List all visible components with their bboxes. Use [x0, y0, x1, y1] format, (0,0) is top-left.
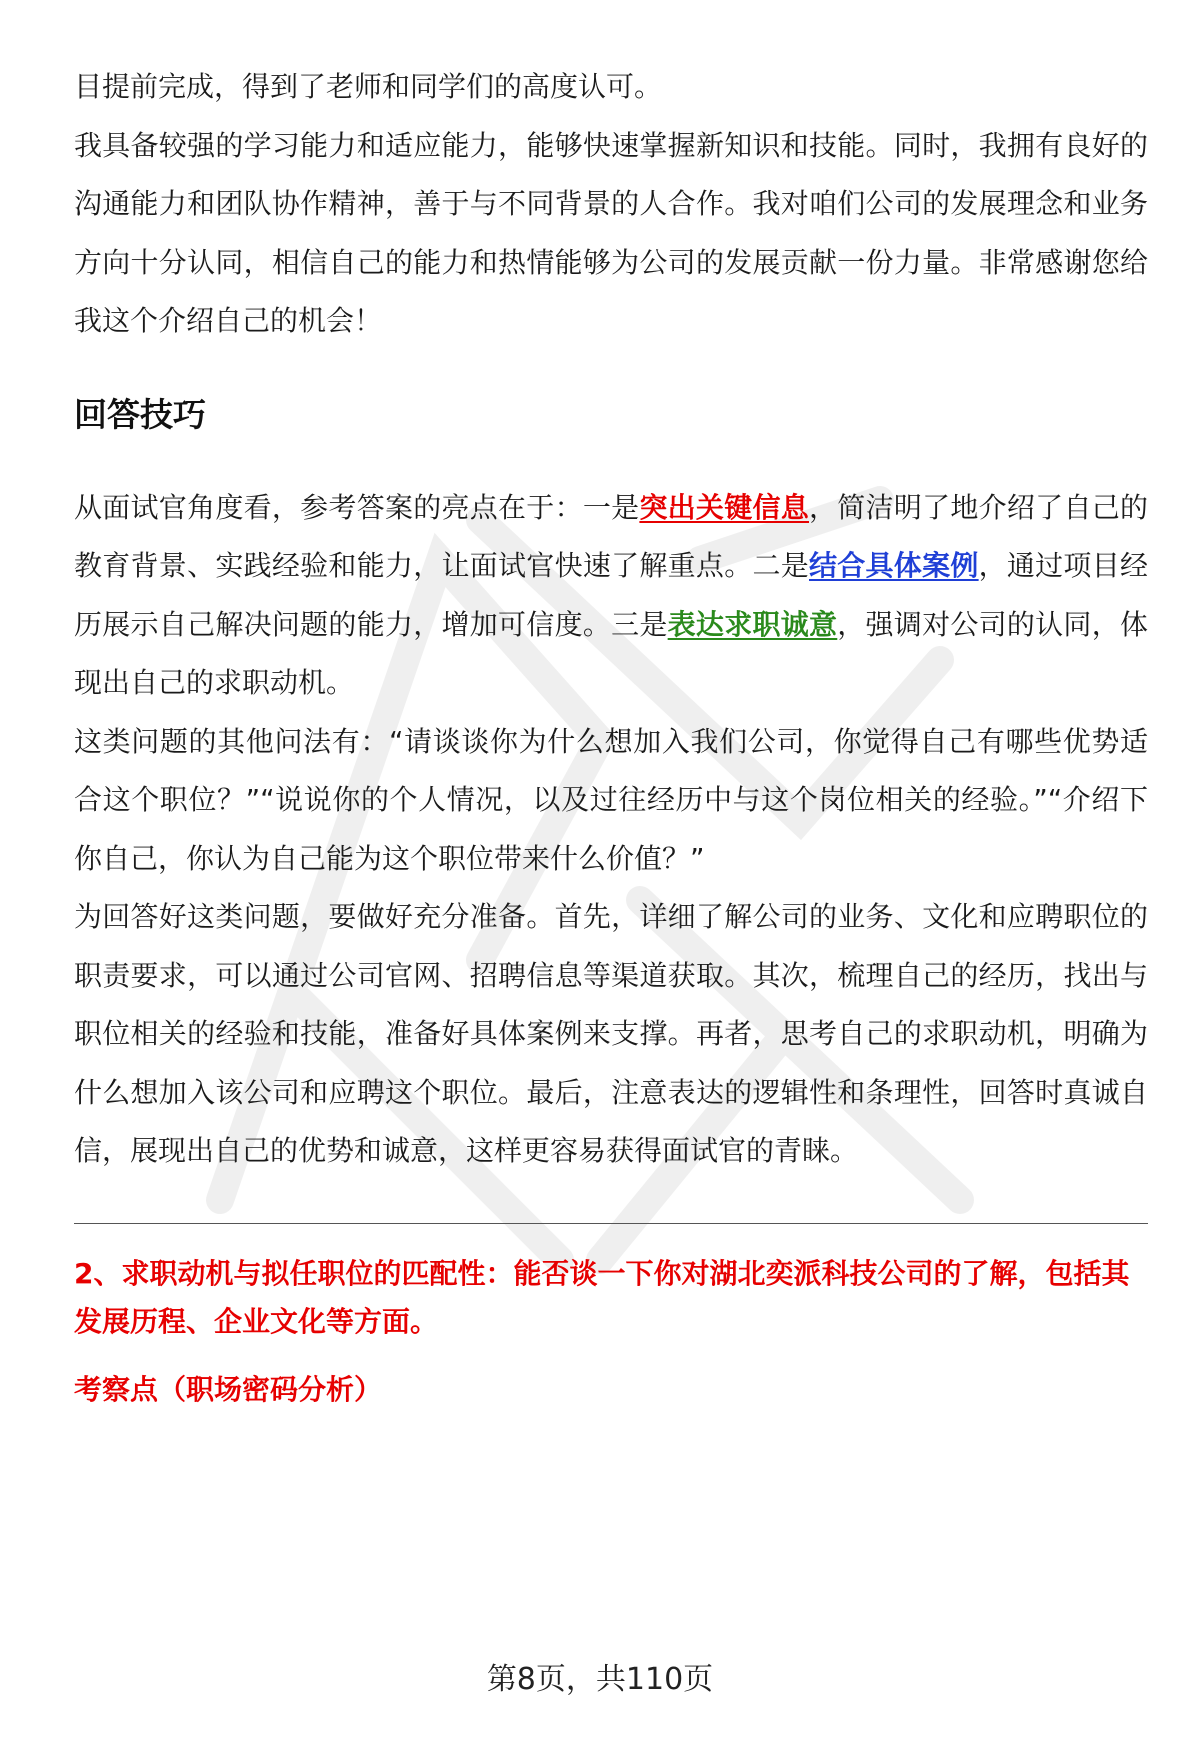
question-sub-heading: 考察点（职场密码分析）: [74, 1372, 383, 1406]
paragraph-intro-end: 目提前完成，得到了老师和同学们的高度认可。: [74, 70, 663, 103]
analysis-text-4: ，强调对公司的认同，体现出自己的求职动机。: [74, 607, 1148, 699]
section-divider: [74, 1223, 1148, 1224]
question-heading: 2、求职动机与拟任职位的匹配性：能否谈一下你对湖北奕派科技公司的了解，包括其发展历程、企业文化等方面。: [74, 1256, 1130, 1338]
paragraph-other-questions: 这类问题的其他问法有：“请谈谈你为什么想加入我们公司，你觉得自己有哪些优势适合这个职位？”“说说你的个人情况，以及过往经历中与这个岗位相关的经验。”“介绍下你自己，你认为自己能为这个职位带来什么价值？”: [74, 724, 1148, 875]
paragraph-analysis: [74, 479, 1148, 713]
paragraph-preparation: 为回答好这类问题，要做好充分准备。首先，详细了解公司的业务、文化和应聘职位的职责要求，可以通过公司官网、招聘信息等渠道获取。其次，梳理自己的经历，找出与职位相关的经验和技能，准备好具体案例来支撑。再者，思考自己的求职动机，明确为什么想加入该公司和应聘这个职位。最后，注意表达的逻辑性和条理性，回答时真诚自信，展现出自己的优势和诚意，这样更容易获得面试官的青睐。: [74, 900, 1148, 1167]
page-footer: 第8页，共110页: [486, 1662, 714, 1697]
highlight-key-info: 突出关键信息: [639, 490, 810, 524]
analysis-text-3: ，通过项目经历展示自己解决问题的能力，增加可信度。三是: [74, 549, 1148, 641]
analysis-text-2: ，简洁明了地介绍了自己的教育背景、实践经验和能力，让面试官快速了解重点。二是: [74, 490, 1148, 582]
page-content: [74, 58, 1148, 1412]
highlight-specific-cases: 结合具体案例: [809, 549, 979, 582]
highlight-job-sincerity: 表达求职诚意: [667, 607, 838, 641]
paragraph-abilities: 我具备较强的学习能力和适应能力，能够快速掌握新知识和技能。同时，我拥有良好的沟通能力和团队协作精神，善于与不同背景的人合作。我对咱们公司的发展理念和业务方向十分认同，相信自己的能力和热情能够为公司的发展贡献一份力量。非常感谢您给我这个介绍自己的机会！: [74, 128, 1148, 337]
section-title: 回答技巧: [74, 394, 206, 434]
analysis-text-1: 从面试官角度看，参考答案的亮点在于：一是: [74, 490, 640, 524]
